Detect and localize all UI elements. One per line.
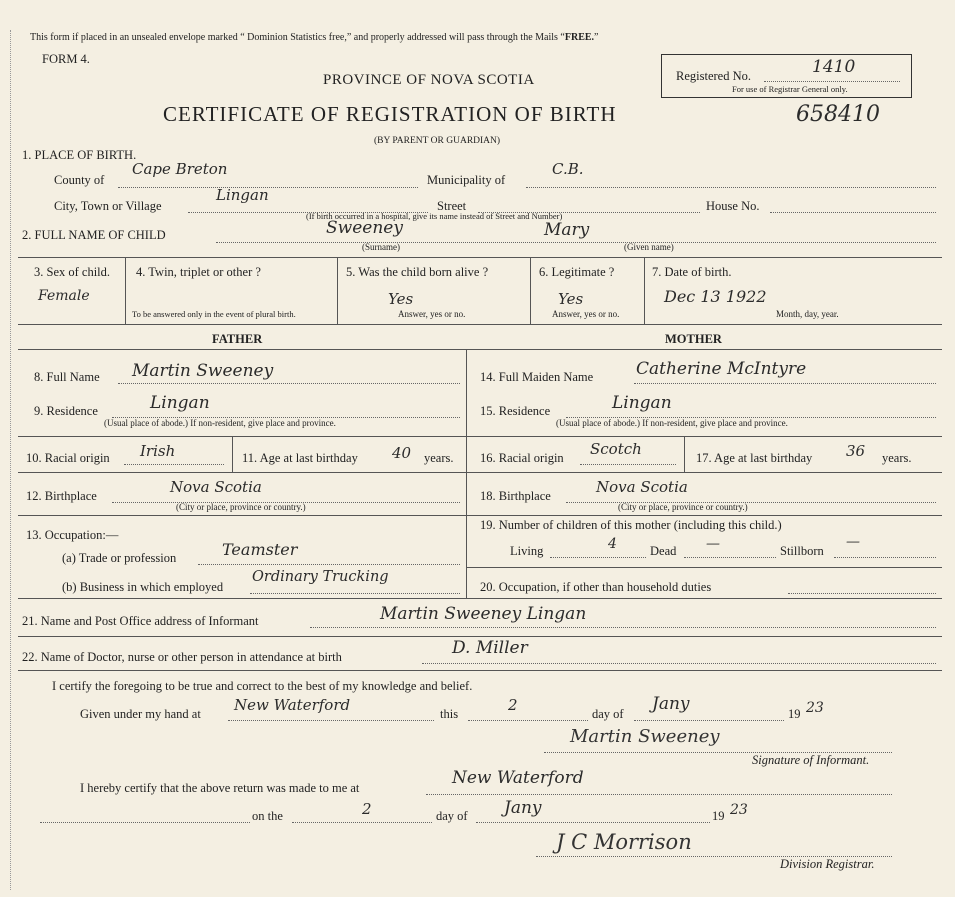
return-label: I hereby certify that the above return was made to me at [80,781,360,795]
city-label: City, Town or Village [54,199,162,213]
mail-notice-end: ” [594,32,599,43]
mail-notice [30,32,598,43]
dead-label: Dead [650,544,677,558]
dayof2-label: day of [436,809,468,823]
page-subtitle: (BY PARENT OR GUARDIAN) [374,136,501,146]
informant-label: 21. Name and Post Office address of Informant [22,614,259,628]
mother-racial-value: Scotch [590,440,642,458]
alive-value: Yes [388,290,414,308]
father-birthplace-label: 12. Birthplace [26,489,97,503]
living-value: 4 [608,536,617,552]
mother-occ-label: 20. Occupation, if other than household duties [480,580,712,594]
mail-notice-text: This form if placed in an unsealed envelope marked “ Dominion Statistics free,” and properly addressed will pass through the Mails “ [30,32,565,43]
father-heading: FATHER [212,332,263,346]
father-years-label: years. [424,451,454,465]
sex-label: 3. Sex of child. [34,265,111,279]
month-value: Jany [652,694,690,714]
father-occ-label: 13. Occupation:— [26,528,119,542]
hospital-note: (If birth occurred in a hospital, give its name instead of Street and Number) [306,211,563,221]
year-value: 23 [806,700,824,716]
alive-label: 5. Was the child born alive ? [346,265,489,279]
doctor-value: D. Miller [452,638,528,658]
children-label: 19. Number of children of this mother (including this child.) [480,518,782,532]
left-margin-rule [10,30,11,890]
mother-racial-label: 16. Racial origin [480,451,564,465]
surname-note: (Surname) [362,242,400,252]
house-label: House No. [706,199,760,213]
stamp-number: 658410 [796,102,880,127]
business-label: (b) Business in which employed [62,580,224,594]
given-label: Given under my hand at [80,707,201,721]
mother-name-value: Catherine McIntyre [636,359,807,379]
certify-statement: I certify the foregoing to be true and correct to the best of my knowledge and belief. [52,679,473,693]
county-label: County of [54,173,105,187]
informant-value: Martin Sweeney Lingan [380,604,587,624]
father-racial-value: Irish [140,442,176,460]
county-value: Cape Breton [132,160,228,178]
mother-res-label: 15. Residence [480,404,551,418]
given-note: (Given name) [624,242,674,252]
twin-label: 4. Twin, triplet or other ? [136,265,261,279]
mother-years-label: years. [882,451,912,465]
registrar-use-note: For use of Registrar General only. [732,84,848,94]
mother-age-label: 17. Age at last birthday [696,451,813,465]
onthe-label: on the [252,809,283,823]
year2-value: 23 [730,802,748,818]
mail-notice-free: FREE. [564,32,595,43]
dead-value: — [706,536,720,552]
form-number: FORM 4. [42,52,90,66]
return-place-value: New Waterford [452,768,584,788]
month2-value: Jany [504,798,542,818]
dayof-label: day of [592,707,624,721]
informant-signature: Martin Sweeney [570,726,720,747]
stillborn-value: — [846,534,860,550]
municipality-label: Municipality of [427,173,506,187]
father-res-label: 9. Residence [34,404,98,418]
father-res-note: (Usual place of abode.) If non-resident, give place and province. [104,418,336,428]
registrar-label: Division Registrar. [780,857,875,871]
mother-res-note: (Usual place of abode.) If non-resident, give place and province. [556,418,788,428]
page-title: CERTIFICATE OF REGISTRATION OF BIRTH [163,102,617,126]
father-racial-label: 10. Racial origin [26,451,110,465]
father-age-value: 40 [392,444,412,462]
mother-age-value: 36 [846,442,866,460]
child-name-label: 2. FULL NAME OF CHILD [22,228,166,242]
dob-label: 7. Date of birth. [652,265,732,279]
dob-value: Dec 13 1922 [664,287,767,306]
child-given-value: Mary [544,220,590,240]
business-value: Ordinary Trucking [252,569,389,585]
legit-note: Answer, yes or no. [552,309,620,319]
city-value: Lingan [216,186,269,204]
this-label: this [440,707,459,721]
stillborn-label: Stillborn [780,544,824,558]
dob-note: Month, day, year. [776,309,839,319]
signature-label: Signature of Informant. [752,753,870,767]
legit-value: Yes [558,290,584,308]
father-birthplace-value: Nova Scotia [170,478,262,496]
mother-name-label: 14. Full Maiden Name [480,370,594,384]
given-place-value: New Waterford [234,696,351,714]
father-name-value: Martin Sweeney [132,361,274,381]
twin-note: To be answered only in the event of plural birth. [132,309,296,319]
registrar-signature: J C Morrison [556,830,692,854]
registered-label: Registered No. [676,69,751,83]
mother-res-value: Lingan [612,393,672,413]
trade-label: (a) Trade or profession [62,551,177,565]
year-prefix: 19 [788,707,801,721]
registered-box [661,54,912,98]
mother-birthplace-value: Nova Scotia [596,478,688,496]
trade-value: Teamster [222,540,298,559]
child-surname-value: Sweeney [326,218,403,238]
mother-heading: MOTHER [665,332,722,346]
father-birthplace-note: (City or place, province or country.) [176,502,306,512]
living-label: Living [510,544,544,558]
registered-value: 1410 [812,57,856,77]
municipality-value: C.B. [552,160,584,178]
mother-birthplace-note: (City or place, province or country.) [618,502,748,512]
year2-prefix: 19 [712,809,725,823]
onthe-value: 2 [362,800,372,818]
province-heading: PROVINCE OF NOVA SCOTIA [323,72,535,88]
father-name-label: 8. Full Name [34,370,100,384]
street-label: Street [437,199,467,213]
legit-label: 6. Legitimate ? [539,265,615,279]
father-res-value: Lingan [150,393,210,413]
mother-birthplace-label: 18. Birthplace [480,489,551,503]
this-value: 2 [508,696,518,714]
doctor-label: 22. Name of Doctor, nurse or other person in attendance at birth [22,650,342,664]
alive-note: Answer, yes or no. [398,309,466,319]
sex-value: Female [38,288,90,304]
place-label: 1. PLACE OF BIRTH. [22,148,137,162]
father-age-label: 11. Age at last birthday [242,451,358,465]
